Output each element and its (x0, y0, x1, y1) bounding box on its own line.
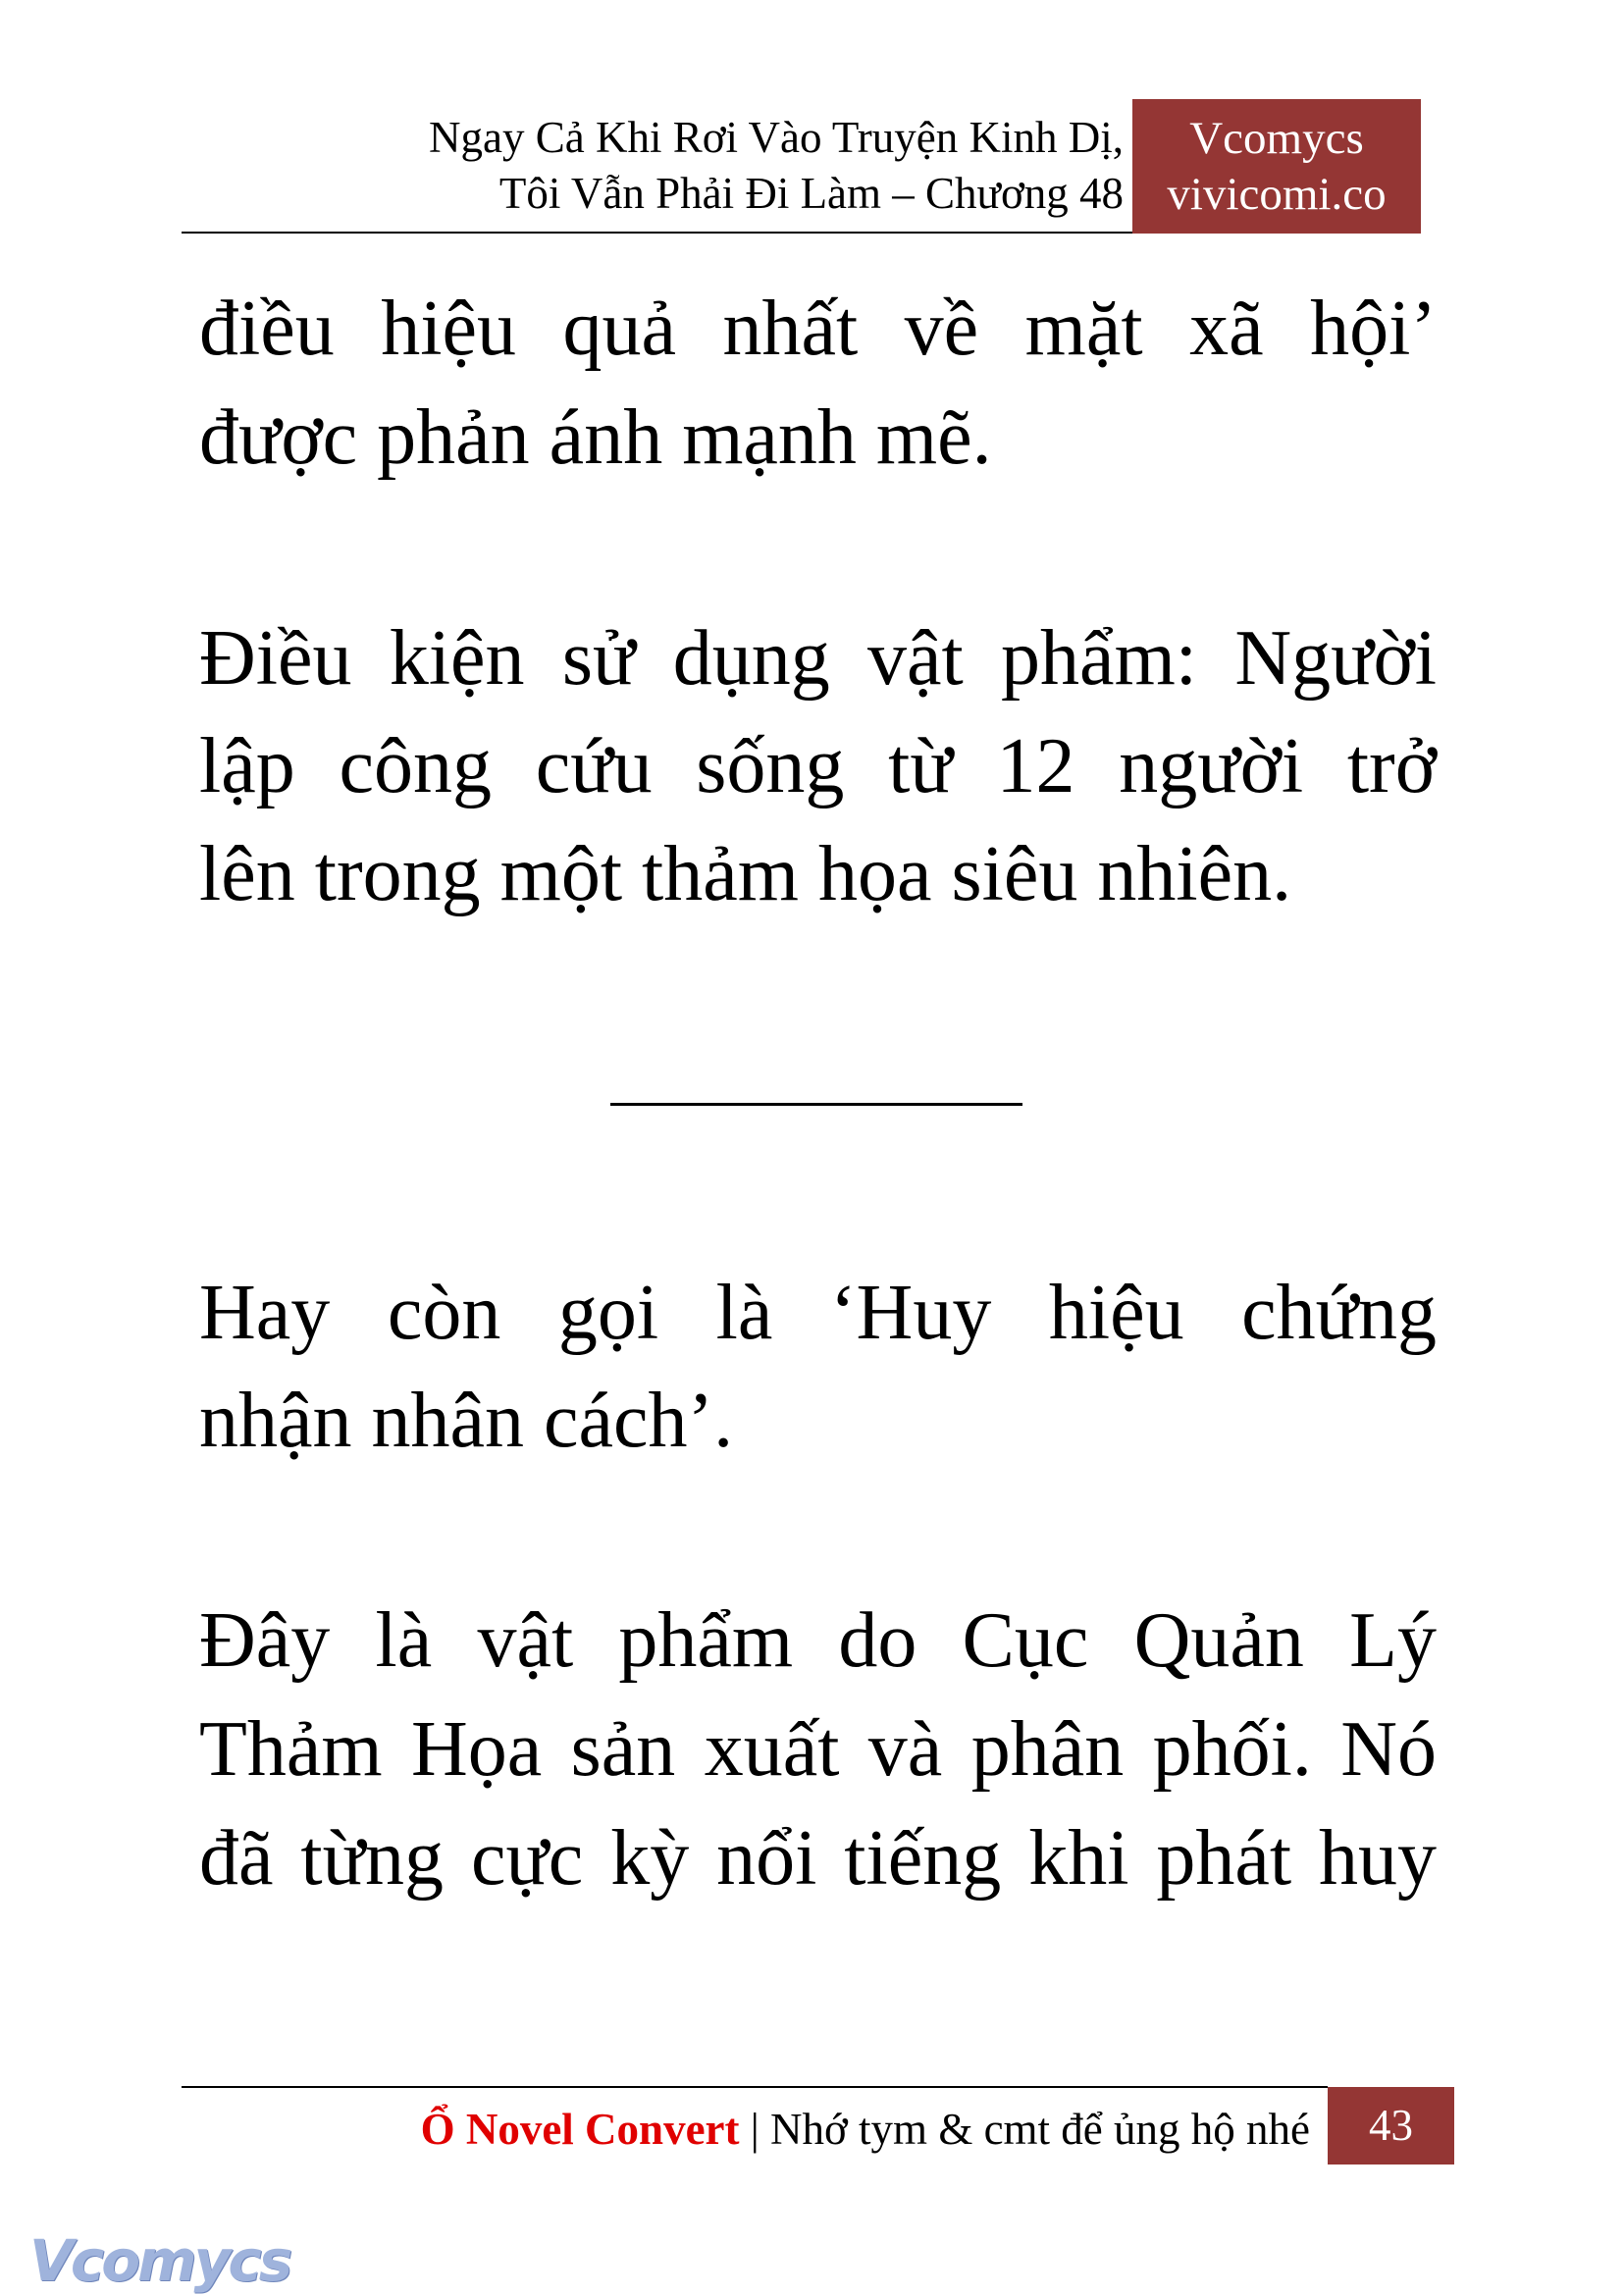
text-line: đã từng cực kỳ nổi tiếng khi phát huy (199, 1815, 1437, 1902)
brand-badge (1132, 99, 1421, 234)
footer-separator: | (750, 2105, 760, 2154)
text-line: được phản ánh mạnh mẽ. (199, 394, 992, 481)
chapter-title-line-2: Tôi Vẫn Phải Đi Làm – Chương 48 (498, 169, 1124, 218)
brand-name: Vcomycs (1189, 113, 1364, 164)
text-line: lên trong một thảm họa siêu nhiên. (199, 831, 1292, 917)
brand-site: vivicomi.co (1167, 169, 1387, 220)
text-line: nhận nhân cách’. (199, 1378, 734, 1464)
watermark-logo: Vcomycs (29, 2227, 290, 2294)
text-line: lập công cứu sống từ 12 người trở (199, 723, 1437, 809)
footer-text (421, 2100, 1310, 2159)
text-line: Điều kiện sử dụng vật phẩm: Người (199, 615, 1437, 702)
chapter-title (429, 110, 1124, 222)
page-number: 43 (1328, 2087, 1454, 2165)
text-line: Hay còn gọi là ‘Huy hiệu chứng (199, 1270, 1437, 1356)
footer-brand: Ổ Novel Convert (420, 2105, 740, 2154)
footer-message: Nhớ tym & cmt để ủng hộ nhé (770, 2105, 1310, 2154)
chapter-title-line-1: Ngay Cả Khi Rơi Vào Truyện Kinh Dị, (429, 113, 1124, 162)
header-divider (182, 232, 1132, 234)
text-line: Đây là vật phẩm do Cục Quản Lý (199, 1597, 1437, 1684)
section-separator (610, 1103, 1022, 1106)
footer-divider (182, 2086, 1328, 2088)
text-line: Thảm Họa sản xuất và phân phối. Nó (199, 1706, 1437, 1793)
text-line: điều hiệu quả nhất về mặt xã hội’ (199, 286, 1437, 372)
